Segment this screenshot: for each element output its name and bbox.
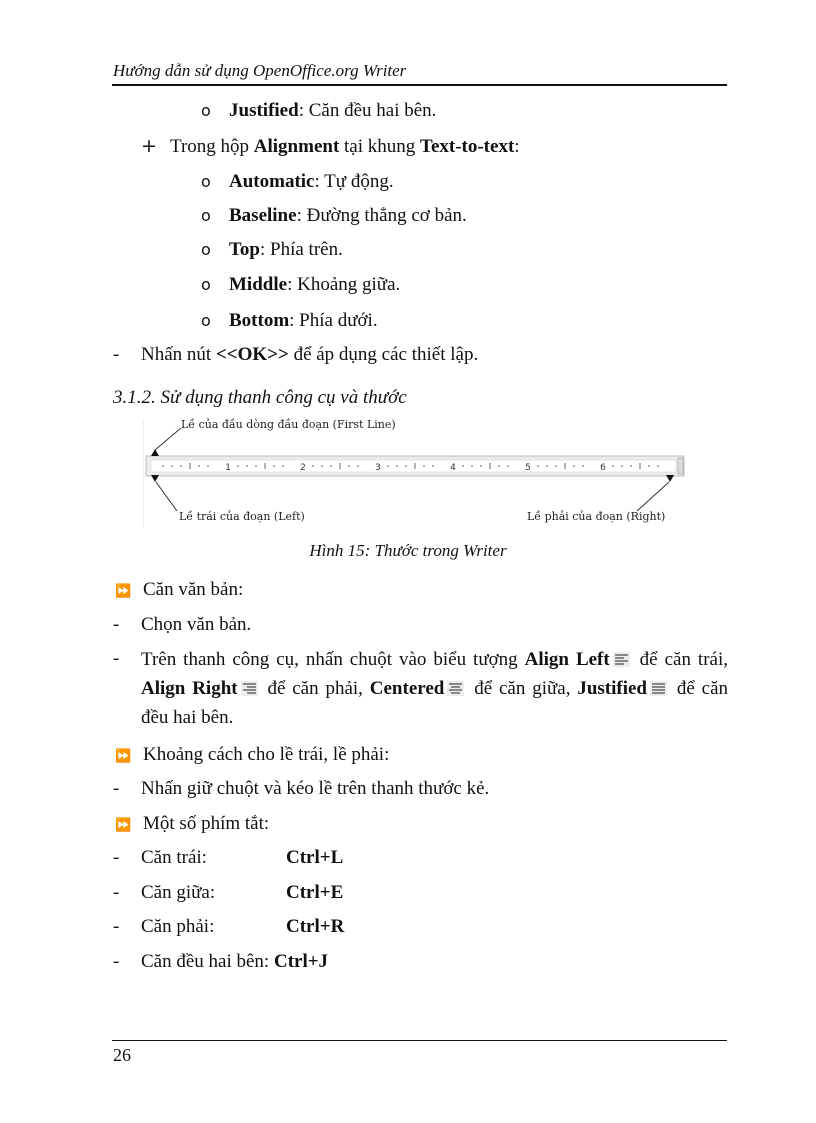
select-text-item: - Chọn văn bản.	[113, 614, 252, 635]
align-right-icon	[241, 681, 258, 696]
page-number: 26	[113, 1045, 131, 1065]
dash-marker: -	[113, 614, 120, 635]
align-center-icon	[447, 681, 464, 696]
shortcut-row: - Căn đều hai bên: Ctrl+J	[113, 951, 329, 972]
list-item: o Automatic: Tự động.	[201, 171, 394, 192]
dash-marker: -	[113, 344, 120, 365]
alignment-paragraph: + Trong hộp Alignment tại khung Text-to-text:	[141, 135, 520, 157]
bullet-circle-icon: o	[201, 311, 211, 330]
plus-marker: +	[141, 135, 157, 157]
double-arrow-icon: ⏩	[115, 818, 132, 833]
justified-option: o Justified: Căn đều hai bên.	[201, 100, 437, 121]
left-indent-label: Lề trái của đoạn (Left)	[179, 510, 305, 523]
double-arrow-icon: ⏩	[115, 749, 132, 764]
list-item: o Middle: Khoảng giữa.	[201, 274, 401, 295]
footer-rule	[112, 1040, 727, 1041]
toolbar-instruction: Trên thanh công cụ, nhấn chuột vào biểu tượng Align Left để căn trái, Align Right để căn phải, Centered để căn giữa, Justified để căn đều hai bên.	[141, 649, 728, 728]
margin-heading: ⏩ Khoảng cách cho lề trái, lề phải:	[115, 743, 389, 769]
section-title: 3.1.2. Sử dụng thanh công cụ và thước	[113, 387, 407, 408]
ruler-image	[143, 416, 687, 531]
align-justify-icon	[650, 681, 667, 696]
double-arrow-icon: ⏩	[115, 584, 132, 599]
ruler-number: 4	[450, 463, 456, 473]
bullet-circle-icon: o	[201, 240, 211, 259]
align-left-icon	[613, 652, 630, 667]
page-header-title: Hướng dẫn sử dụng OpenOffice.org Writer	[113, 61, 407, 80]
dash-marker: -	[113, 847, 120, 868]
ok-instruction: - Nhấn nút <<OK>> để áp dụng các thiết lập.	[113, 344, 479, 365]
list-item: o Top: Phía trên.	[201, 239, 343, 260]
bullet-circle-icon: o	[201, 101, 211, 120]
list-item: o Bottom: Phía dưới.	[201, 310, 378, 331]
margin-text-item: - Nhấn giữ chuột và kéo lề trên thanh thước kẻ.	[113, 778, 490, 799]
ruler-number: 5	[525, 463, 531, 473]
header-rule	[112, 84, 727, 86]
dash-marker: -	[113, 648, 120, 669]
ruler-number: 2	[300, 463, 306, 473]
dash-marker: -	[113, 882, 120, 903]
ruler-number: 3	[375, 463, 381, 473]
dash-marker: -	[113, 778, 120, 799]
dash-marker: -	[113, 951, 120, 972]
shortcut-row: - Căn phải: Ctrl+R	[113, 916, 345, 937]
first-line-label: Lề của đầu dòng đầu đoạn (First Line)	[181, 418, 396, 431]
ruler-number: 6	[600, 463, 606, 473]
bullet-circle-icon: o	[201, 172, 211, 191]
ruler-number: 1	[225, 463, 231, 473]
align-heading: ⏩ Căn văn bản:	[115, 578, 243, 604]
shortcut-row: - Căn trái: Ctrl+L	[113, 847, 344, 868]
right-indent-label: Lề phải của đoạn (Right)	[527, 510, 666, 523]
list-item: o Baseline: Đường thẳng cơ bản.	[201, 205, 467, 226]
ruler-figure	[143, 416, 687, 531]
shortcut-row: - Căn giữa: Ctrl+E	[113, 882, 344, 903]
bullet-circle-icon: o	[201, 206, 211, 225]
shortcut-heading: ⏩ Một số phím tắt:	[115, 812, 269, 838]
figure-caption: Hình 15: Thước trong Writer	[309, 541, 507, 560]
bullet-circle-icon: o	[201, 275, 211, 294]
dash-marker: -	[113, 916, 120, 937]
